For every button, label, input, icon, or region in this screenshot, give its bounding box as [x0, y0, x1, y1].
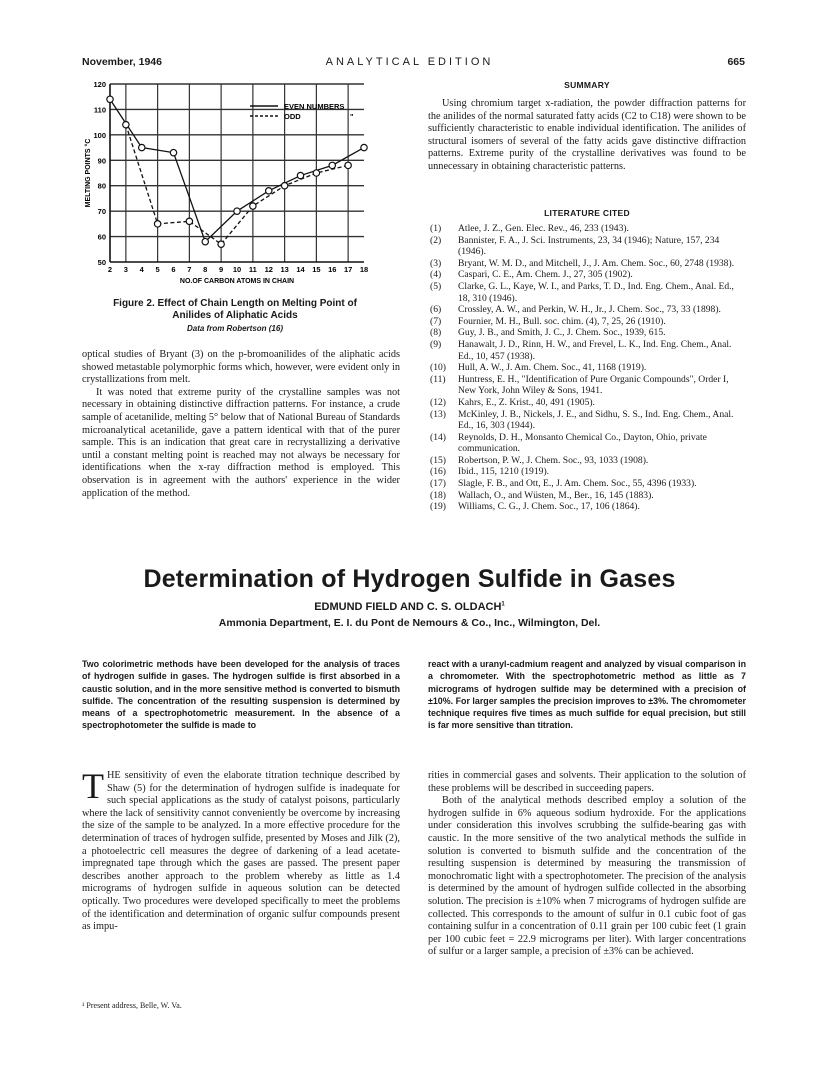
even-data-point	[202, 238, 208, 244]
x-tick-label: 15	[312, 265, 321, 274]
x-tick-label: 6	[171, 265, 176, 274]
literature-heading: LITERATURE CITED	[544, 208, 630, 218]
y-axis-label: MELTING POINTS °C	[85, 138, 92, 208]
author-footnote-mark: 1	[501, 601, 505, 608]
x-tick-label: 7	[187, 265, 192, 274]
reference-item	[430, 304, 746, 316]
reference-item	[430, 374, 746, 397]
y-tick-label: 80	[97, 181, 106, 191]
x-tick-label: 3	[123, 265, 128, 274]
reference-item	[430, 235, 746, 258]
footnote: ¹ Present address, Belle, W. Va.	[82, 1001, 182, 1010]
y-tick-label: 70	[97, 207, 106, 217]
reference-number: (9)	[430, 338, 442, 350]
left-paragraph-2: It was noted that extreme purity of the crystalline samples was not necessary in obtaining distinctive diffraction patterns. For instance, a crude sample of acetanilide, melting 5° below that of National Bureau of Standards microanalytical acetanilide, gave a pattern identical with that of the purer sample. This is an indication that great care in recrystallizing a derivative until a constant melting point is reached may not always be necessary for identifications when the x-ray diffraction method is employed. This observation is in agreement with the authors' experience in the wider application of the method.	[82, 386, 400, 499]
odd-data-point	[154, 221, 160, 227]
reference-item	[430, 478, 746, 490]
figure-source: Data from Robertson (16)	[186, 324, 283, 333]
reference-item	[430, 339, 746, 362]
reference-number: (5)	[430, 280, 442, 292]
abstract-left: Two colorimetric methods have been developed for the analysis of traces of hydrogen sulfide in gases. The hydrogen sulfide is first absorbed in a caustic solution, and in the more sensitive method is converted to bismuth sulfide. The concentration of the resulting suspension is determined by means of a spectrophotometric measurement. In the absence of a spectrophotometer the sulfide is made to	[82, 659, 400, 731]
reference-number: (17)	[430, 478, 446, 490]
even-data-point	[107, 96, 113, 102]
x-axis-label: NO.OF CARBON ATOMS IN CHAIN	[179, 278, 295, 285]
even-data-point	[361, 144, 367, 150]
reference-item	[430, 327, 746, 339]
reference-number: (3)	[430, 257, 442, 269]
reference-text: Reynolds, D. H., Monsanto Chemical Co., Dayton, Ohio, private communication.	[458, 431, 707, 455]
reference-text: Hull, A. W., J. Am. Chem. Soc., 41, 1168 (1919).	[458, 362, 647, 374]
x-tick-label: 9	[219, 265, 224, 274]
reference-number: (16)	[430, 466, 446, 478]
reference-text: Robertson, P. W., J. Chem. Soc., 93, 1033 (1908).	[458, 454, 649, 466]
header-page-number: 665	[727, 56, 745, 68]
reference-number: (6)	[430, 304, 442, 316]
reference-item	[430, 490, 746, 502]
reference-text: McKinley, J. B., Nickels, J. E., and Sidhu, S. S., Ind. Eng. Chem., Anal. Ed., 16, 303 (1944).	[458, 408, 734, 432]
reference-number: (11)	[430, 373, 446, 385]
reference-number: (4)	[430, 269, 442, 281]
article-title: Determination of Hydrogen Sulfide in Gases	[143, 565, 676, 593]
x-tick-label: 12	[264, 265, 273, 274]
x-tick-label: 11	[248, 265, 257, 274]
summary-text: Using chromium target x-radiation, the powder diffraction patterns for the anilides of the normal saturated fatty acids (C2 to C18) were shown to be sufficiently characteristic to enable individual identification. The anilides of structural isomers of several of the fatty acids gave distinctive diffraction patterns. Extreme purity of the crystalline derivatives was found to be unnecessary in obtaining characteristic patterns.	[428, 98, 746, 172]
reference-text: Caspari, C. E., Am. Chem. J., 27, 305 (1902).	[458, 269, 633, 281]
reference-text: Bryant, W. M. D., and Mitchell, J., J. Am. Chem. Soc., 60, 2748 (1938).	[458, 257, 735, 269]
reference-number: (13)	[430, 408, 446, 420]
reference-text: Crossley, A. W., and Perkin, W. H., Jr., J. Chem. Soc., 73, 33 (1898).	[458, 304, 721, 316]
reference-text: Wallach, O., and Wüsten, M., Ber., 16, 145 (1883).	[458, 489, 654, 501]
figure-caption-line2: Anilides of Aliphatic Acids	[172, 309, 298, 321]
melting-point-chart	[80, 76, 380, 298]
body-right-paragraph-2: Both of the analytical methods described employ a solution of the hydrogen sulfide in 6% aqueous sodium hydroxide. For the applications under consideration this involves scrubbing the sulfide-bearing gas with caustic. In the more sensitive of the two analytical methods the sulfide in solution is converted to bismuth sulfide and the concentration of the resulting suspension is determined by measuring the transmission of monochromatic light with a spectrophotometer. The precision of the analysis is determined by the amount of hydrogen sulfide collected in the absorbing solution. The precision is ±10% when 7 micrograms of hydrogen sulfide are collected. This corresponds to the amount of sulfur in 0.1 cubic foot of gas containing sulfur in a concentration of 0.11 grain per 100 cubic feet (1 grain per 100 cubic feet = 22.9 micrograms per liter). With larger concentrations of sulfur or a larger sample, a precision of ±3% can be achieved.	[428, 795, 746, 958]
x-tick-label: 17	[343, 265, 353, 274]
reference-item	[430, 455, 746, 467]
y-tick-label: 100	[93, 130, 106, 140]
reference-number: (7)	[430, 315, 442, 327]
x-tick-label: 8	[203, 265, 208, 274]
odd-data-point	[218, 241, 224, 247]
even-data-point	[329, 162, 335, 168]
reference-text: Hanawalt, J. D., Rinn, H. W., and Frevel, L. K., Ind. Eng. Chem., Anal. Ed., 10, 457 (1938).	[458, 338, 732, 362]
reference-item	[430, 362, 746, 374]
abstract-right: react with a uranyl-cadmium reagent and analyzed by visual comparison in a chromometer. With the spectrophotometric method as little as 7 micrograms of hydrogen sulfide may be determined with a precision of ±10%. For larger samples the precision improves to ±3%. The chromometer technique requires five times as much sulfide for equal precision, but still is far more sensitive than titration.	[428, 659, 746, 731]
reference-number: (18)	[430, 489, 446, 501]
x-tick-label: 13	[280, 265, 289, 274]
legend-odd-ditto: "	[350, 112, 354, 121]
header-journal: ANALYTICAL EDITION	[325, 56, 494, 68]
y-tick-label: 120	[93, 80, 106, 89]
reference-item	[430, 409, 746, 432]
even-data-point	[139, 144, 145, 150]
reference-text: Clarke, G. L., Kaye, W. I., and Parks, T. D., Ind. Eng. Chem., Anal. Ed., 18, 310 (1946).	[458, 280, 734, 304]
article-affiliation: Ammonia Department, E. I. du Pont de Nemours & Co., Inc., Wilmington, Del.	[218, 617, 601, 629]
reference-item	[430, 269, 746, 281]
reference-item	[430, 316, 746, 328]
drop-cap: T	[82, 766, 104, 806]
authors-text: EDMUND FIELD AND C. S. OLDACH	[314, 601, 502, 613]
y-tick-label: 60	[97, 232, 106, 242]
even-data-point	[170, 149, 176, 155]
reference-number: (12)	[430, 396, 446, 408]
odd-data-point	[186, 218, 192, 224]
reference-item	[430, 466, 746, 478]
reference-text: Williams, C. G., J. Chem. Soc., 17, 106 (1864).	[458, 501, 640, 513]
reference-text: Slagle, F. B., and Ott, E., J. Am. Chem. Soc., 55, 4396 (1933).	[458, 478, 697, 490]
reference-text: Huntress, E. H., "Identification of Pure Organic Compounds", Order I, New York, John Wiley & Sons, 1941.	[458, 373, 729, 397]
reference-number: (8)	[430, 327, 442, 339]
article-authors	[0, 601, 819, 613]
y-tick-label: 90	[97, 156, 106, 166]
body-right-paragraph-1: rities in commercial gases and solvents. Their application to the solution of these problems will be described in succeeding papers.	[428, 770, 746, 794]
reference-number: (10)	[430, 362, 446, 374]
even-data-point	[234, 208, 240, 214]
odd-data-point	[345, 162, 351, 168]
y-tick-label: 110	[93, 105, 106, 115]
reference-text: Atlee, J. Z., Gen. Elec. Rev., 46, 233 (1943).	[458, 223, 629, 234]
reference-text: Fournier, M. H., Bull. soc. chim. (4), 7, 25, 26 (1910).	[458, 315, 666, 327]
reference-item	[430, 258, 746, 270]
even-data-point	[266, 188, 272, 194]
reference-item	[430, 223, 746, 235]
x-tick-label: 10	[232, 265, 242, 274]
reference-number: (14)	[430, 431, 446, 443]
legend-odd-label: ODD	[284, 112, 301, 121]
article-body-right	[428, 770, 746, 959]
x-tick-label: 2	[107, 265, 113, 274]
left-paragraph-1: optical studies of Bryant (3) on the p-bromoanilides of the aliphatic acids showed metastable polymorphic forms which, however, were evident only in crystallizations from melt.	[82, 349, 400, 386]
x-tick-label: 4	[139, 265, 144, 274]
reference-text: Ibid., 115, 1210 (1919).	[458, 466, 550, 478]
reference-number: (1)	[430, 223, 442, 234]
literature-list	[430, 223, 746, 513]
figure-caption-line1: Figure 2. Effect of Chain Length on Melting Point of	[113, 298, 357, 309]
odd-data-point	[281, 183, 287, 189]
reference-item	[430, 397, 746, 409]
reference-number: (2)	[430, 234, 442, 246]
odd-data-point	[313, 170, 319, 176]
legend-even-label: EVEN NUMBERS	[284, 102, 345, 111]
reference-number: (19)	[430, 501, 446, 513]
x-tick-label: 18	[359, 265, 369, 274]
y-tick-label: 50	[97, 258, 106, 267]
article-body-left	[82, 766, 400, 934]
reference-text: Bannister, F. A., J. Sci. Instruments, 23, 34 (1946); Nature, 157, 234 (1946).	[458, 234, 720, 258]
reference-item	[430, 432, 746, 455]
reference-text: Guy, J. B., and Smith, J. C., J. Chem. Soc., 1939, 615.	[458, 327, 666, 339]
x-tick-label: 14	[296, 265, 305, 274]
body-left-text: HE sensitivity of even the elaborate titration technique described by Shaw (5) for the determination of hydrogen sulfide is inadequate for such special applications as the study of catalyst poisons, particularly where the lack of sensitivity cannot conveniently be overcome by increasing the size of the sample to be analyzed. In a more effective procedure for the determination of traces of hydrogen sulfide, presented by Moses and Jilk (2), a photoelectric cell measures the degree of darkening of a lead acetate-impregnated tape through which the gases are passed. The present paper describes another approach to the problem whereby as little as 1.4 micrograms of hydrogen sulfide in aqueous solution can be detected optically. Two procedures were developed specifically to meet the problems of the identification and determination of organic sulfur compounds present as impu-	[82, 770, 400, 933]
figure-caption	[90, 298, 380, 321]
x-tick-label: 5	[155, 265, 160, 274]
reference-number: (15)	[430, 454, 446, 466]
left-column-text	[82, 349, 400, 500]
header-date: November, 1946	[82, 56, 162, 68]
reference-item	[430, 501, 746, 513]
reference-text: Kahrs, E., Z. Krist., 40, 491 (1905).	[458, 396, 595, 408]
x-tick-label: 16	[328, 265, 337, 274]
summary-heading: SUMMARY	[564, 80, 610, 90]
odd-data-point	[250, 203, 256, 209]
reference-item	[430, 281, 746, 304]
odd-data-point	[123, 121, 129, 127]
